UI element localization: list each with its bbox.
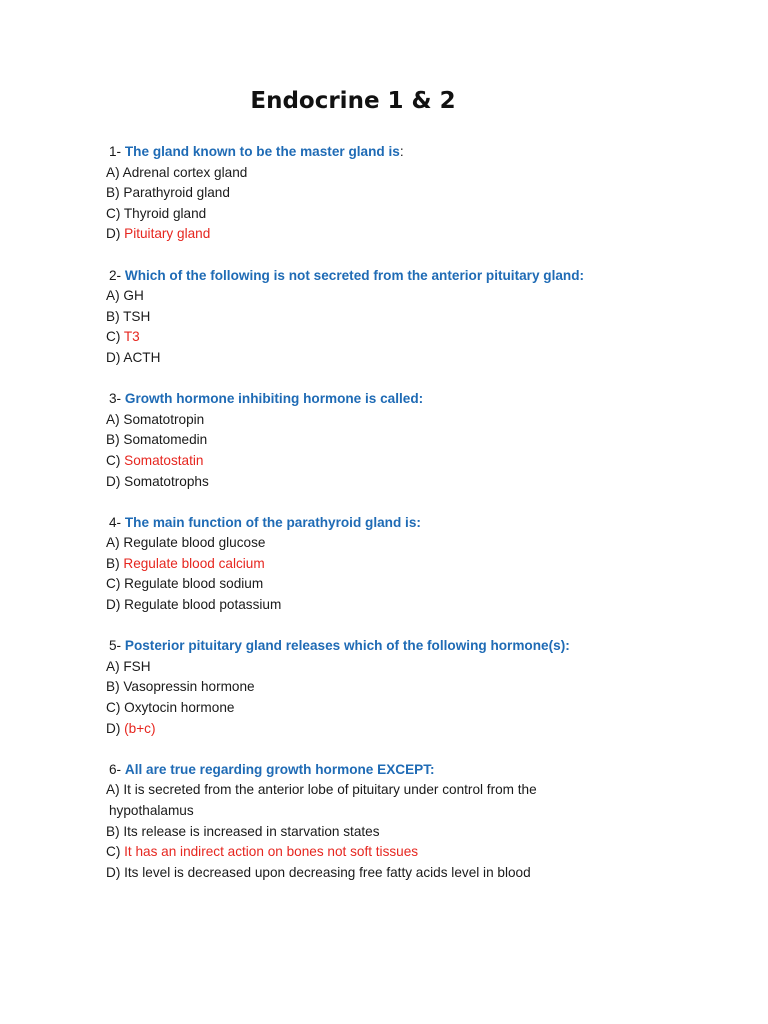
option-text: Oxytocin hormone	[124, 700, 235, 716]
option-text: Vasopressin hormone	[123, 679, 255, 695]
option-d-correct	[106, 224, 626, 245]
page-title: Endocrine 1 & 2	[250, 88, 456, 114]
question-text: The gland known to be the master gland is	[124, 144, 400, 159]
question-text: Posterior pituitary gland releases which of the following hormone(s):	[124, 638, 570, 654]
option-b	[106, 307, 626, 328]
option-letter: C)	[106, 844, 125, 860]
question-suffix: :	[399, 144, 404, 159]
option-d	[106, 863, 626, 884]
option-c	[106, 574, 626, 595]
option-letter: D)	[106, 226, 125, 242]
option-a	[106, 780, 626, 821]
option-letter: B)	[106, 308, 124, 324]
question-number: 6-	[109, 761, 125, 777]
question-number: 5-	[109, 638, 125, 654]
option-letter: B)	[106, 432, 124, 448]
option-letter: A)	[106, 782, 124, 798]
option-c-correct	[106, 842, 626, 863]
option-d	[106, 595, 626, 616]
option-letter: A)	[106, 288, 124, 304]
option-a	[106, 410, 626, 431]
option-text: (b+c)	[124, 720, 156, 736]
option-text: Adrenal cortex gland	[122, 164, 248, 180]
option-text: T3	[123, 329, 140, 345]
question-stem	[106, 266, 626, 287]
option-a	[106, 286, 626, 307]
option-letter: B)	[106, 555, 124, 571]
option-letter: A)	[106, 535, 124, 551]
option-letter: D)	[106, 864, 125, 880]
question-stem	[106, 636, 626, 657]
option-text: Thyroid gland	[123, 205, 207, 221]
option-b	[106, 677, 626, 698]
option-text-continuation: hypothalamus	[109, 803, 194, 818]
option-text: Regulate blood glucose	[123, 535, 266, 551]
option-text: Somatomedin	[123, 432, 208, 448]
option-c	[106, 698, 626, 719]
option-a	[106, 657, 626, 678]
option-letter: C)	[106, 452, 125, 468]
question-6	[106, 760, 626, 884]
option-text: It is secreted from the anterior lobe of pituitary under control from the	[123, 782, 537, 798]
option-letter: D)	[106, 720, 125, 736]
option-text: Regulate blood sodium	[124, 576, 264, 592]
question-text: Which of the following is not secreted from the anterior pituitary gland:	[124, 267, 585, 283]
option-c	[106, 204, 626, 225]
question-5	[106, 636, 626, 739]
option-text: Pituitary gland	[124, 226, 211, 242]
option-letter: B)	[106, 185, 124, 201]
question-text: The main function of the parathyroid gland is:	[124, 514, 421, 530]
question-number: 4-	[109, 514, 125, 530]
option-b	[106, 822, 626, 843]
question-number: 2-	[109, 267, 125, 283]
option-text: Its release is increased in starvation states	[123, 823, 380, 839]
option-b	[106, 430, 626, 451]
option-a	[106, 533, 626, 554]
option-b	[106, 183, 626, 204]
option-d	[106, 348, 626, 369]
question-text: Growth hormone inhibiting hormone is called:	[124, 391, 424, 407]
option-text: ACTH	[123, 349, 161, 365]
option-text: FSH	[123, 658, 151, 674]
option-d	[106, 472, 626, 493]
question-text: All are true regarding growth hormone EXCEPT:	[124, 761, 435, 777]
option-letter: C)	[106, 205, 124, 221]
option-letter: D)	[106, 349, 124, 365]
option-text: Regulate blood potassium	[124, 597, 282, 613]
option-c-correct	[106, 327, 626, 348]
option-text: Parathyroid gland	[123, 185, 230, 201]
option-text: TSH	[123, 308, 151, 324]
question-stem	[106, 760, 626, 781]
question-stem	[106, 142, 626, 163]
option-letter: A)	[106, 164, 123, 180]
option-a	[106, 163, 626, 184]
question-3	[106, 389, 626, 492]
option-letter: C)	[106, 329, 124, 345]
question-1	[106, 142, 626, 245]
option-letter: C)	[106, 576, 125, 592]
option-text: GH	[123, 288, 144, 304]
option-text: Somatotropin	[123, 411, 205, 427]
option-c-correct	[106, 451, 626, 472]
option-d-correct	[106, 719, 626, 740]
question-number: 1-	[109, 144, 125, 159]
option-letter: C)	[106, 700, 125, 716]
question-number: 3-	[109, 391, 125, 407]
option-letter: A)	[106, 411, 124, 427]
question-stem	[106, 389, 626, 410]
option-letter: D)	[106, 597, 125, 613]
question-2	[106, 266, 626, 369]
option-letter: D)	[106, 473, 125, 489]
option-letter: A)	[106, 658, 124, 674]
option-letter: B)	[106, 679, 124, 695]
option-text: Somatotrophs	[124, 473, 209, 489]
option-text: Regulate blood calcium	[123, 555, 265, 571]
option-b-correct	[106, 554, 626, 575]
option-letter: B)	[106, 823, 124, 839]
question-stem	[106, 513, 626, 534]
question-list	[106, 142, 626, 904]
option-text: Its level is decreased upon decreasing free fatty acids level in blood	[124, 864, 531, 880]
option-text: It has an indirect action on bones not soft tissues	[124, 844, 419, 860]
question-4	[106, 513, 626, 616]
option-text: Somatostatin	[124, 452, 204, 468]
